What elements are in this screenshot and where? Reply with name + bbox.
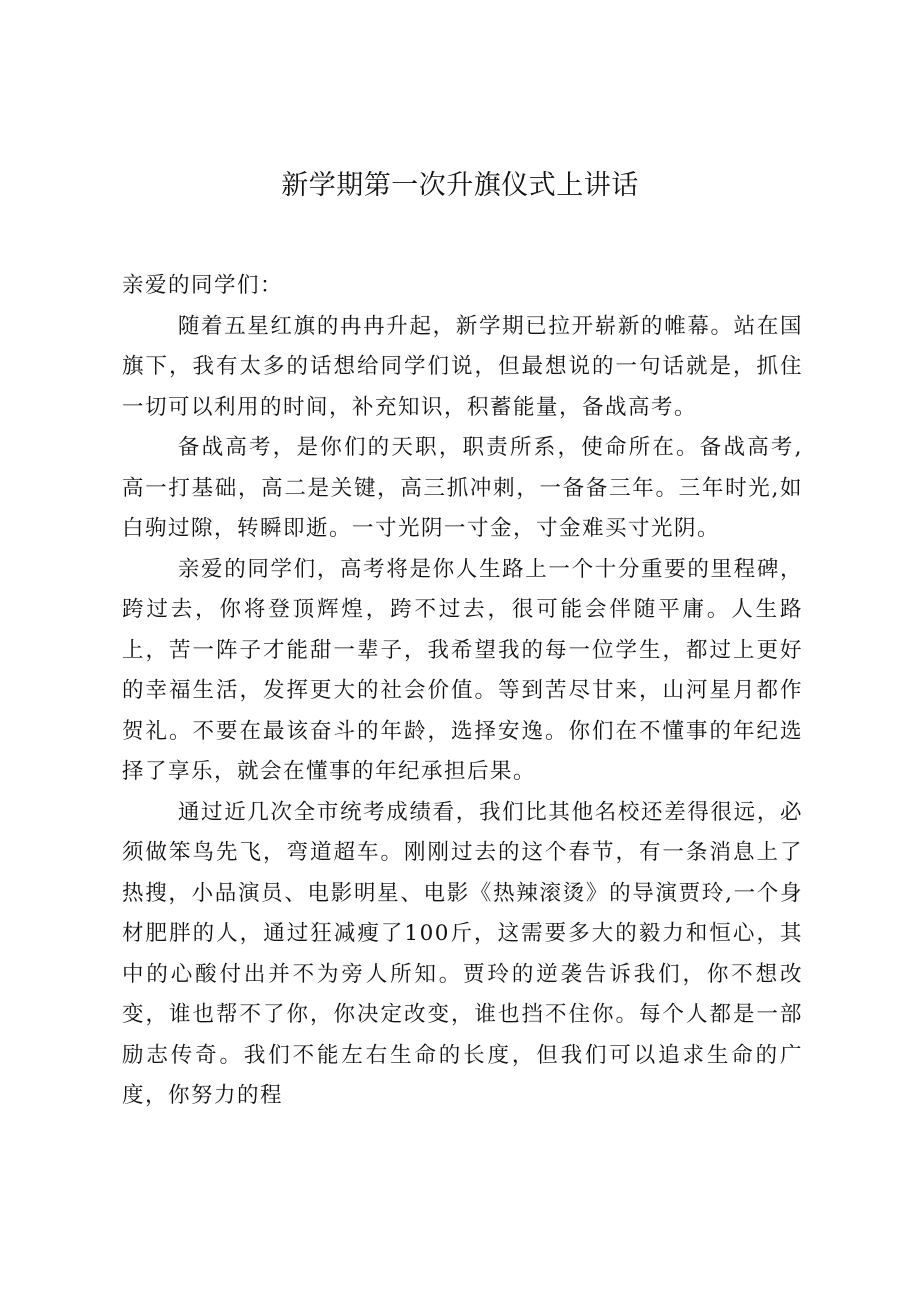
paragraph-2: 备战高考，是你们的天职，职责所系，使命所在。备战高考,高一打基础，高二是关键，高三抓冲刺，一备备三年。三年时光,如白驹过隙，转瞬即逝。一寸光阴一寸金，寸金难买寸光阴。: [122, 435, 803, 541]
document-title: 新学期第一次升旗仪式上讲话: [281, 170, 639, 201]
paragraph-3: 亲爱的同学们，高考将是你人生路上一个十分重要的里程碑，跨过去，你将登顶辉煌，跨不过去，很可能会伴随平庸。人生路上，苦一阵子才能甜一辈子，我希望我的每一位学生，都过上更好的幸福生活，发挥更大的社会价值。等到苦尽甘来，山河星月都作贺礼。不要在最该奋斗的年龄，选择安逸。你们在不懂事的年纪选择了享乐，就会在懂事的年纪承担后果。: [122, 556, 803, 784]
paragraph-4: 通过近几次全市统考成绩看，我们比其他名校还差得很远，必须做笨鸟先飞，弯道超车。刚刚过去的这个春节，有一条消息上了热搜，小品演员、电影明星、电影《热辣滚烫》的导演贾玲,一个身材肥胖的人，通过狂减瘦了100斤，这需要多大的毅力和恒心，其中的心酸付出并不为旁人所知。贾玲的逆袭告诉我们，你不想改变，谁也帮不了你，你决定改变，谁也挡不住你。每个人都是一部励志传奇。我们不能左右生命的长度，但我们可以追求生命的广度，你努力的程: [122, 799, 803, 1108]
document-body: [122, 266, 803, 1117]
paragraph-1: 随着五星红旗的冉冉升起，新学期已拉开崭新的帷幕。站在国旗下，我有太多的话想给同学们说，但最想说的一句话就是，抓住一切可以利用的时间，补充知识，积蓄能量，备战高考。: [122, 313, 803, 420]
salutation: 亲爱的同学们：: [122, 273, 284, 298]
